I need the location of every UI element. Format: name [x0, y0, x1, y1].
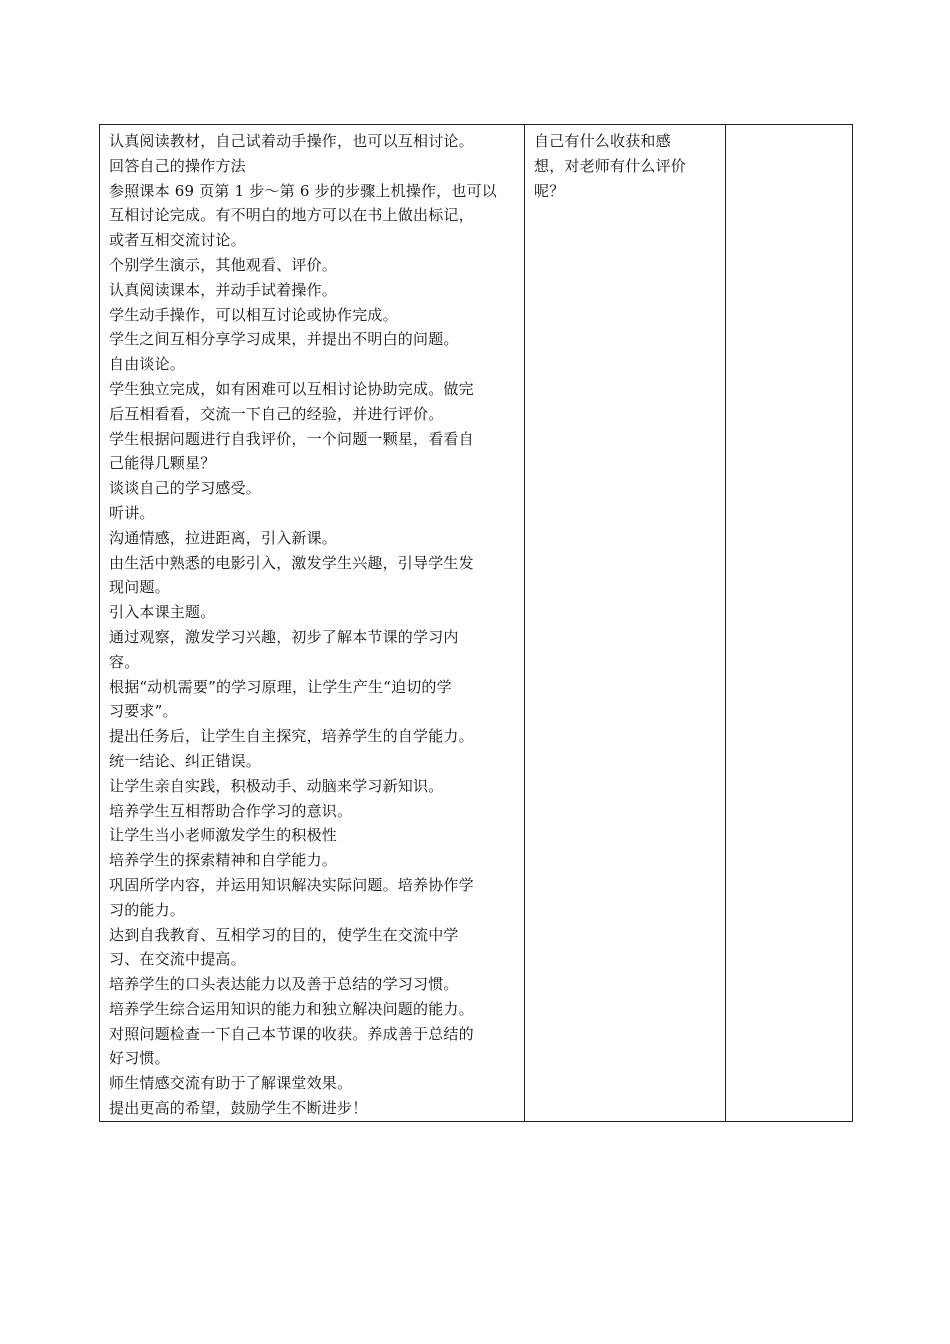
text-line: 个别学生演示，其他观看、评价。 — [109, 255, 338, 274]
text-line: 谈谈自己的学习感受。 — [109, 479, 262, 498]
text-line: 培养学生综合运用知识的能力和独立解决问题的能力。 — [109, 999, 474, 1018]
text-line: 培养学生的口头表达能力以及善于总结的学习习惯。 — [109, 975, 459, 994]
table-row — [100, 125, 853, 1122]
text-line: 巩固所学内容，并运用知识解决实际问题。培养协作学 — [109, 875, 474, 894]
text-line: 听讲。 — [109, 503, 155, 522]
text-line: 师生情感交流有助于了解课堂效果。 — [109, 1074, 353, 1093]
text-line: 容。 — [109, 652, 140, 671]
lesson-plan-table — [99, 124, 853, 1122]
text-line: 或者互相交流讨论。 — [109, 231, 246, 250]
reflection-cell — [525, 125, 726, 1122]
text-line: 现问题。 — [109, 578, 170, 597]
text-line: 学生独立完成，如有困难可以互相讨论协助完成。做完 — [109, 379, 474, 398]
empty-notes-cell — [726, 125, 853, 1122]
text-line: 引入本课主题。 — [109, 603, 216, 622]
text-line: 提出任务后，让学生自主探究，培养学生的自学能力。 — [109, 727, 474, 746]
text-line: 培养学生的探索精神和自学能力。 — [109, 851, 338, 870]
text-line: 学生之间互相分享学习成果，并提出不明白的问题。 — [109, 330, 459, 349]
text-line: 通过观察，激发学习兴趣，初步了解本节课的学习内 — [109, 627, 459, 646]
text-line: 参照课本 69 页第 1 步～第 6 步的步骤上机操作，也可以 — [109, 181, 497, 200]
text-line: 培养学生互相帮助合作学习的意识。 — [109, 801, 353, 820]
text-line: 由生活中熟悉的电影引入，激发学生兴趣，引导学生发 — [109, 553, 474, 572]
text-line: 统一结论、纠正错误。 — [109, 751, 262, 770]
text-line: 互相讨论完成。有不明白的地方可以在书上做出标记， — [109, 206, 474, 225]
text-line: 呢？ — [534, 181, 565, 200]
text-line: 认真阅读教材，自己试着动手操作，也可以互相讨论。 — [109, 132, 474, 150]
text-line: 提出更高的希望，鼓励学生不断进步！ — [109, 1099, 368, 1118]
text-line: 沟通情感，拉进距离，引入新课。 — [109, 528, 338, 547]
text-line: 学生动手操作，可以相互讨论或协作完成。 — [109, 305, 398, 324]
activity-text — [100, 125, 524, 1121]
text-line: 根据“动机需要”的学习原理，让学生产生“迫切的学 — [109, 677, 452, 696]
text-line: 己能得几颗星？ — [109, 454, 216, 473]
text-line: 习的能力。 — [109, 900, 186, 919]
reflection-text — [525, 125, 725, 203]
text-line: 让学生当小老师激发学生的积极性 — [109, 826, 338, 845]
activity-cell — [100, 125, 525, 1122]
text-line: 后互相看看，交流一下自己的经验，并进行评价。 — [109, 404, 444, 423]
text-line: 让学生亲自实践，积极动手、动脑来学习新知识。 — [109, 776, 444, 795]
text-line: 自由谈论。 — [109, 355, 186, 374]
text-line: 认真阅读课本，并动手试着操作。 — [109, 280, 338, 299]
text-line: 自己有什么收获和感 — [534, 132, 671, 150]
text-line: 回答自己的操作方法 — [109, 156, 246, 175]
text-line: 习、在交流中提高。 — [109, 950, 246, 969]
text-line: 好习惯。 — [109, 1049, 170, 1068]
text-line: 想，对老师有什么评价 — [534, 156, 687, 175]
text-line: 习要求”。 — [109, 702, 178, 721]
text-line: 学生根据问题进行自我评价，一个问题一颗星，看看自 — [109, 429, 474, 448]
text-line: 达到自我教育、互相学习的目的，使学生在交流中学 — [109, 925, 459, 944]
text-line: 对照问题检查一下自己本节课的收获。养成善于总结的 — [109, 1024, 474, 1043]
